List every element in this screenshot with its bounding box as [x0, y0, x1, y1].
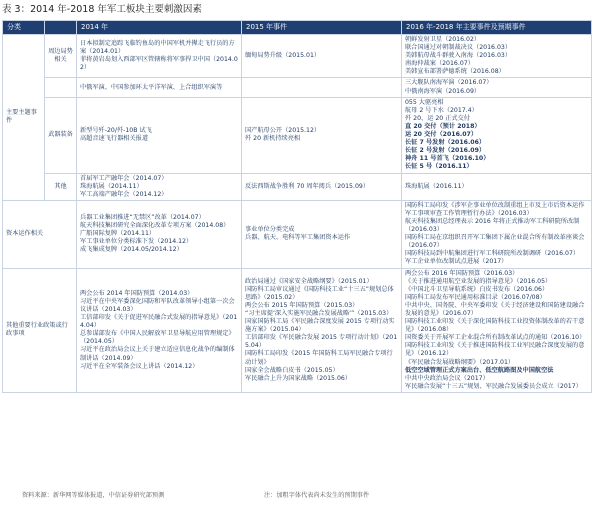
event-line: 兵器工业集团推进“无禁区”改革（2014.07）: [80, 213, 205, 221]
cell-category: 其他重要行业政策或行政事项: [3, 268, 77, 392]
event-line: 055 大驱亮相: [405, 98, 444, 106]
event-line: 美韩航母战斗群驶入南海（2016.03）: [405, 52, 512, 60]
event-line: 国防科技局到中航集团进行军工科研院所改制调研（2016.07）: [405, 250, 580, 258]
event-line: 菲将黄岩岛划入西部军区管辖称将军事捍卫中国（2014.02）: [80, 56, 238, 72]
event-line: 直 20 交付（预计 2018）: [405, 122, 481, 130]
event-line: 日本拟制定追踪飞临钓鱼岛的中国军机并撵走飞行员的方案（2014.01）: [80, 40, 235, 56]
table-body: [3, 35, 592, 393]
table-row: [3, 173, 592, 200]
event-line: “习主席提‘深入实施军民融合发展战略’”（2015.03）: [245, 310, 393, 317]
footer: [2, 490, 591, 502]
event-line: 航母 2 号下水（2017.4）: [405, 106, 478, 114]
event-line: 美韩宣布部署萨德系统（2016.08）: [405, 68, 505, 76]
event-line: 长征 7 号发射（2016.06）: [405, 139, 486, 147]
header-2016-2018: 2016 年-2018 年主要事件及预期事件: [402, 21, 592, 35]
event-line: 国防科技工业印发《关于推进国防科技工业军民融合深度发展的意见》（2016.12）: [405, 342, 585, 358]
event-line: 朝鲜发射卫星（2016.02）: [405, 36, 481, 43]
table-row: [3, 97, 592, 173]
event-line: 联合国通过对朝制裁决议（2016.03）: [405, 44, 512, 52]
cell-subcategory: 其他: [45, 173, 77, 200]
event-line: 两会公布 2014 年国防预算（2014.03）: [80, 289, 194, 297]
cell-y16: [402, 268, 592, 392]
header-2014: 2014 年: [77, 21, 242, 35]
header-2015: 2015 年事件: [242, 21, 402, 35]
event-line: 军工高端产融年会（2014.12）: [80, 190, 168, 198]
event-line: 国防科工局审议通过《国防科技工业“十三五”规划总体思路》（2015.02）: [245, 285, 394, 301]
cell-y16: [402, 200, 592, 268]
event-line: 工信部印发《关于促进军民融合式发展的指导意见》（2014.04）: [80, 314, 238, 330]
cell-subcategory: [45, 78, 77, 97]
event-line: 习近平在全军装备会议上讲话（2014.12）: [80, 362, 199, 370]
cell-y15: [242, 268, 402, 392]
table-row: [3, 268, 592, 392]
cell-y15: [242, 97, 402, 173]
event-line: 两会公布 2016 年国防预算（2016.03）: [405, 269, 519, 277]
event-line: 中共中央政治局会议（2017）: [405, 374, 489, 382]
table-row: [3, 200, 592, 268]
cell-y16: [402, 173, 592, 200]
cell-y16: [402, 78, 592, 97]
event-line: 新型号歼-20/歼-10B 试飞: [80, 126, 152, 134]
event-line: 事业单位分类完成: [245, 226, 295, 234]
cell-y14: [77, 200, 242, 268]
event-line: 歼 20、运 20 正式交付: [405, 114, 470, 122]
event-line: 低空空域管理正式方案出台、低空航路图及中国航空法: [405, 366, 554, 374]
event-line: 航天科技集团研究全面深化改革专项方案（2014.08）: [80, 222, 230, 230]
source-note: 资料来源：新华网等媒体报道，中信证券研究部预测: [22, 492, 165, 499]
bold-note: 注：加粗字体代表尚未发生的预期事件: [264, 492, 370, 499]
event-line: 《军民融合发展战略纲要》（2017.01）: [405, 358, 515, 366]
cell-category: 主要主题事件: [3, 35, 45, 201]
cell-y14: [77, 35, 242, 78]
event-line: 军民融合上升为国家战略（2015.06）: [245, 374, 352, 382]
cell-category: 资本运作相关: [3, 200, 77, 268]
event-line: 工信部印发《军民融合发展 2015 专项行动计划》（2015.04）: [245, 334, 398, 350]
event-line: 神舟 11 号首飞（2016.10）: [405, 155, 490, 163]
event-line: 缅甸局势升级（2015.01）: [245, 52, 321, 60]
cell-y15: [242, 35, 402, 78]
event-line: 首届军工产融年会（2014.07）: [80, 174, 168, 182]
event-line: 珠海航展（2016.11）: [405, 182, 468, 190]
cell-y15: [242, 173, 402, 200]
event-line: 长征 2 号发射（2016.09）: [405, 147, 486, 155]
events-table: [2, 20, 592, 393]
event-line: 国产航母公开（2015.12）: [245, 126, 321, 134]
event-line: 广船国际复牌（2014.11）: [80, 230, 156, 238]
event-line: 中共中央、国务院、中央军委印发《关于经济建设和国防建设融合发展的意见》（2016.07）: [405, 301, 585, 317]
cell-y15: [242, 78, 402, 97]
event-line: 军工企业单位改制试点进展（2017）: [405, 258, 508, 266]
event-line: 三大舰队南海军演（2016.07）: [405, 79, 493, 87]
event-line: 反法西斯战争胜利 70 周年阅兵（2015.09）: [245, 182, 370, 190]
table-title: 表 3：2014 年-2018 年军工板块主要刺激因素: [2, 4, 202, 15]
event-line: 珠海航展（2014.11）: [80, 182, 143, 190]
event-line: 成飞集成复牌（2014.05/2014.12）: [80, 246, 183, 254]
event-line: 国防科工局发布军民通用标准目录（2016.07/08）: [405, 293, 546, 301]
event-line: 长征 5 号（2016.11）: [405, 163, 473, 171]
header-category: 分类: [3, 21, 45, 35]
cell-y14: [77, 78, 242, 97]
event-line: 军工事业单位分类标准下发（2014.12）: [80, 238, 193, 246]
cell-subcategory: 周边局势相关: [45, 35, 77, 78]
event-line: 中俄南海军演（2016.09）: [405, 87, 481, 95]
event-line: 中俄军演、中国参加环太平洋军演、上合组织军演等: [80, 83, 223, 91]
event-line: 南海仲裁案（2016.07）: [405, 60, 474, 68]
cell-y16: [402, 35, 592, 78]
event-line: 军民融合发展“十三五”规划、军民融合发展委员会成立（2017）: [405, 382, 582, 390]
table-row: [3, 78, 592, 97]
header-row: [3, 21, 592, 35]
event-line: 国家全会战略白皮书（2015.05）: [245, 366, 339, 374]
event-line: 国防科工局在京组织召开军工集团下属企业混合所有制改革座谈会（2016.07）: [405, 234, 585, 250]
event-line: 国防科技工业印发《关于深化国防科技工业投资体制改革的若干意见》（2016.08）: [405, 318, 585, 334]
event-line: 国资委关于开展军工企业混合所有制改革试点的通知（2016.10）: [405, 334, 586, 342]
event-line: 歼 20 新机持续亮相: [245, 135, 301, 143]
event-line: 高超音速飞行器相关报道: [80, 135, 149, 143]
event-line: 兵器、航天、电科等军工集团资本运作: [245, 234, 351, 242]
event-line: 国家国防科工局《军民融合深度发展 2015 专项行动实施方案》（2015.04）: [245, 318, 395, 334]
header-subcategory: [45, 21, 77, 35]
event-line: 政治局通过《国家安全战略纲要》（2015.01）: [245, 277, 373, 285]
event-line: 习近平在政治局会议上关于建立适应信息化战争的编制体制讲话（2014.09）: [80, 346, 235, 362]
event-line: 《关于推进通用航空业发展的指导意见》（2016.05）: [405, 277, 552, 285]
cell-y14: [77, 97, 242, 173]
event-line: 两会公布 2015 年国防预算（2015.03）: [245, 301, 359, 309]
event-line: 习近平在中央军委深化国防和军队改革领导小组第一次会议讲话（2014.03）: [80, 297, 235, 313]
event-line: 运 20 交付（2016.07）: [405, 131, 478, 139]
event-line: 国防科工局印发《涉军企事业单位改制重组上市及上市后资本运作军工事项审查工作管理暂行办法》（2016.03）: [405, 201, 585, 217]
cell-y14: [77, 173, 242, 200]
event-line: 航天科技集团总经理表示 2016 年将正式推动军工科研院所改制（2016.03）: [405, 217, 580, 234]
event-line: 国防科工局印发《2015 年国防科工局军民融合专项行动计划》: [245, 350, 393, 366]
cell-subcategory: 武器装备: [45, 97, 77, 173]
cell-y15: [242, 200, 402, 268]
table-row: [3, 35, 592, 78]
event-line: 《中国北斗卫星导航系统》白皮书发布（2016.06）: [405, 285, 549, 293]
event-line: 总参谋部发布《中国人民解放军卫星导航应用管理规定》（2014.05）: [80, 330, 235, 346]
cell-y16: [402, 97, 592, 173]
cell-y14: [77, 268, 242, 392]
